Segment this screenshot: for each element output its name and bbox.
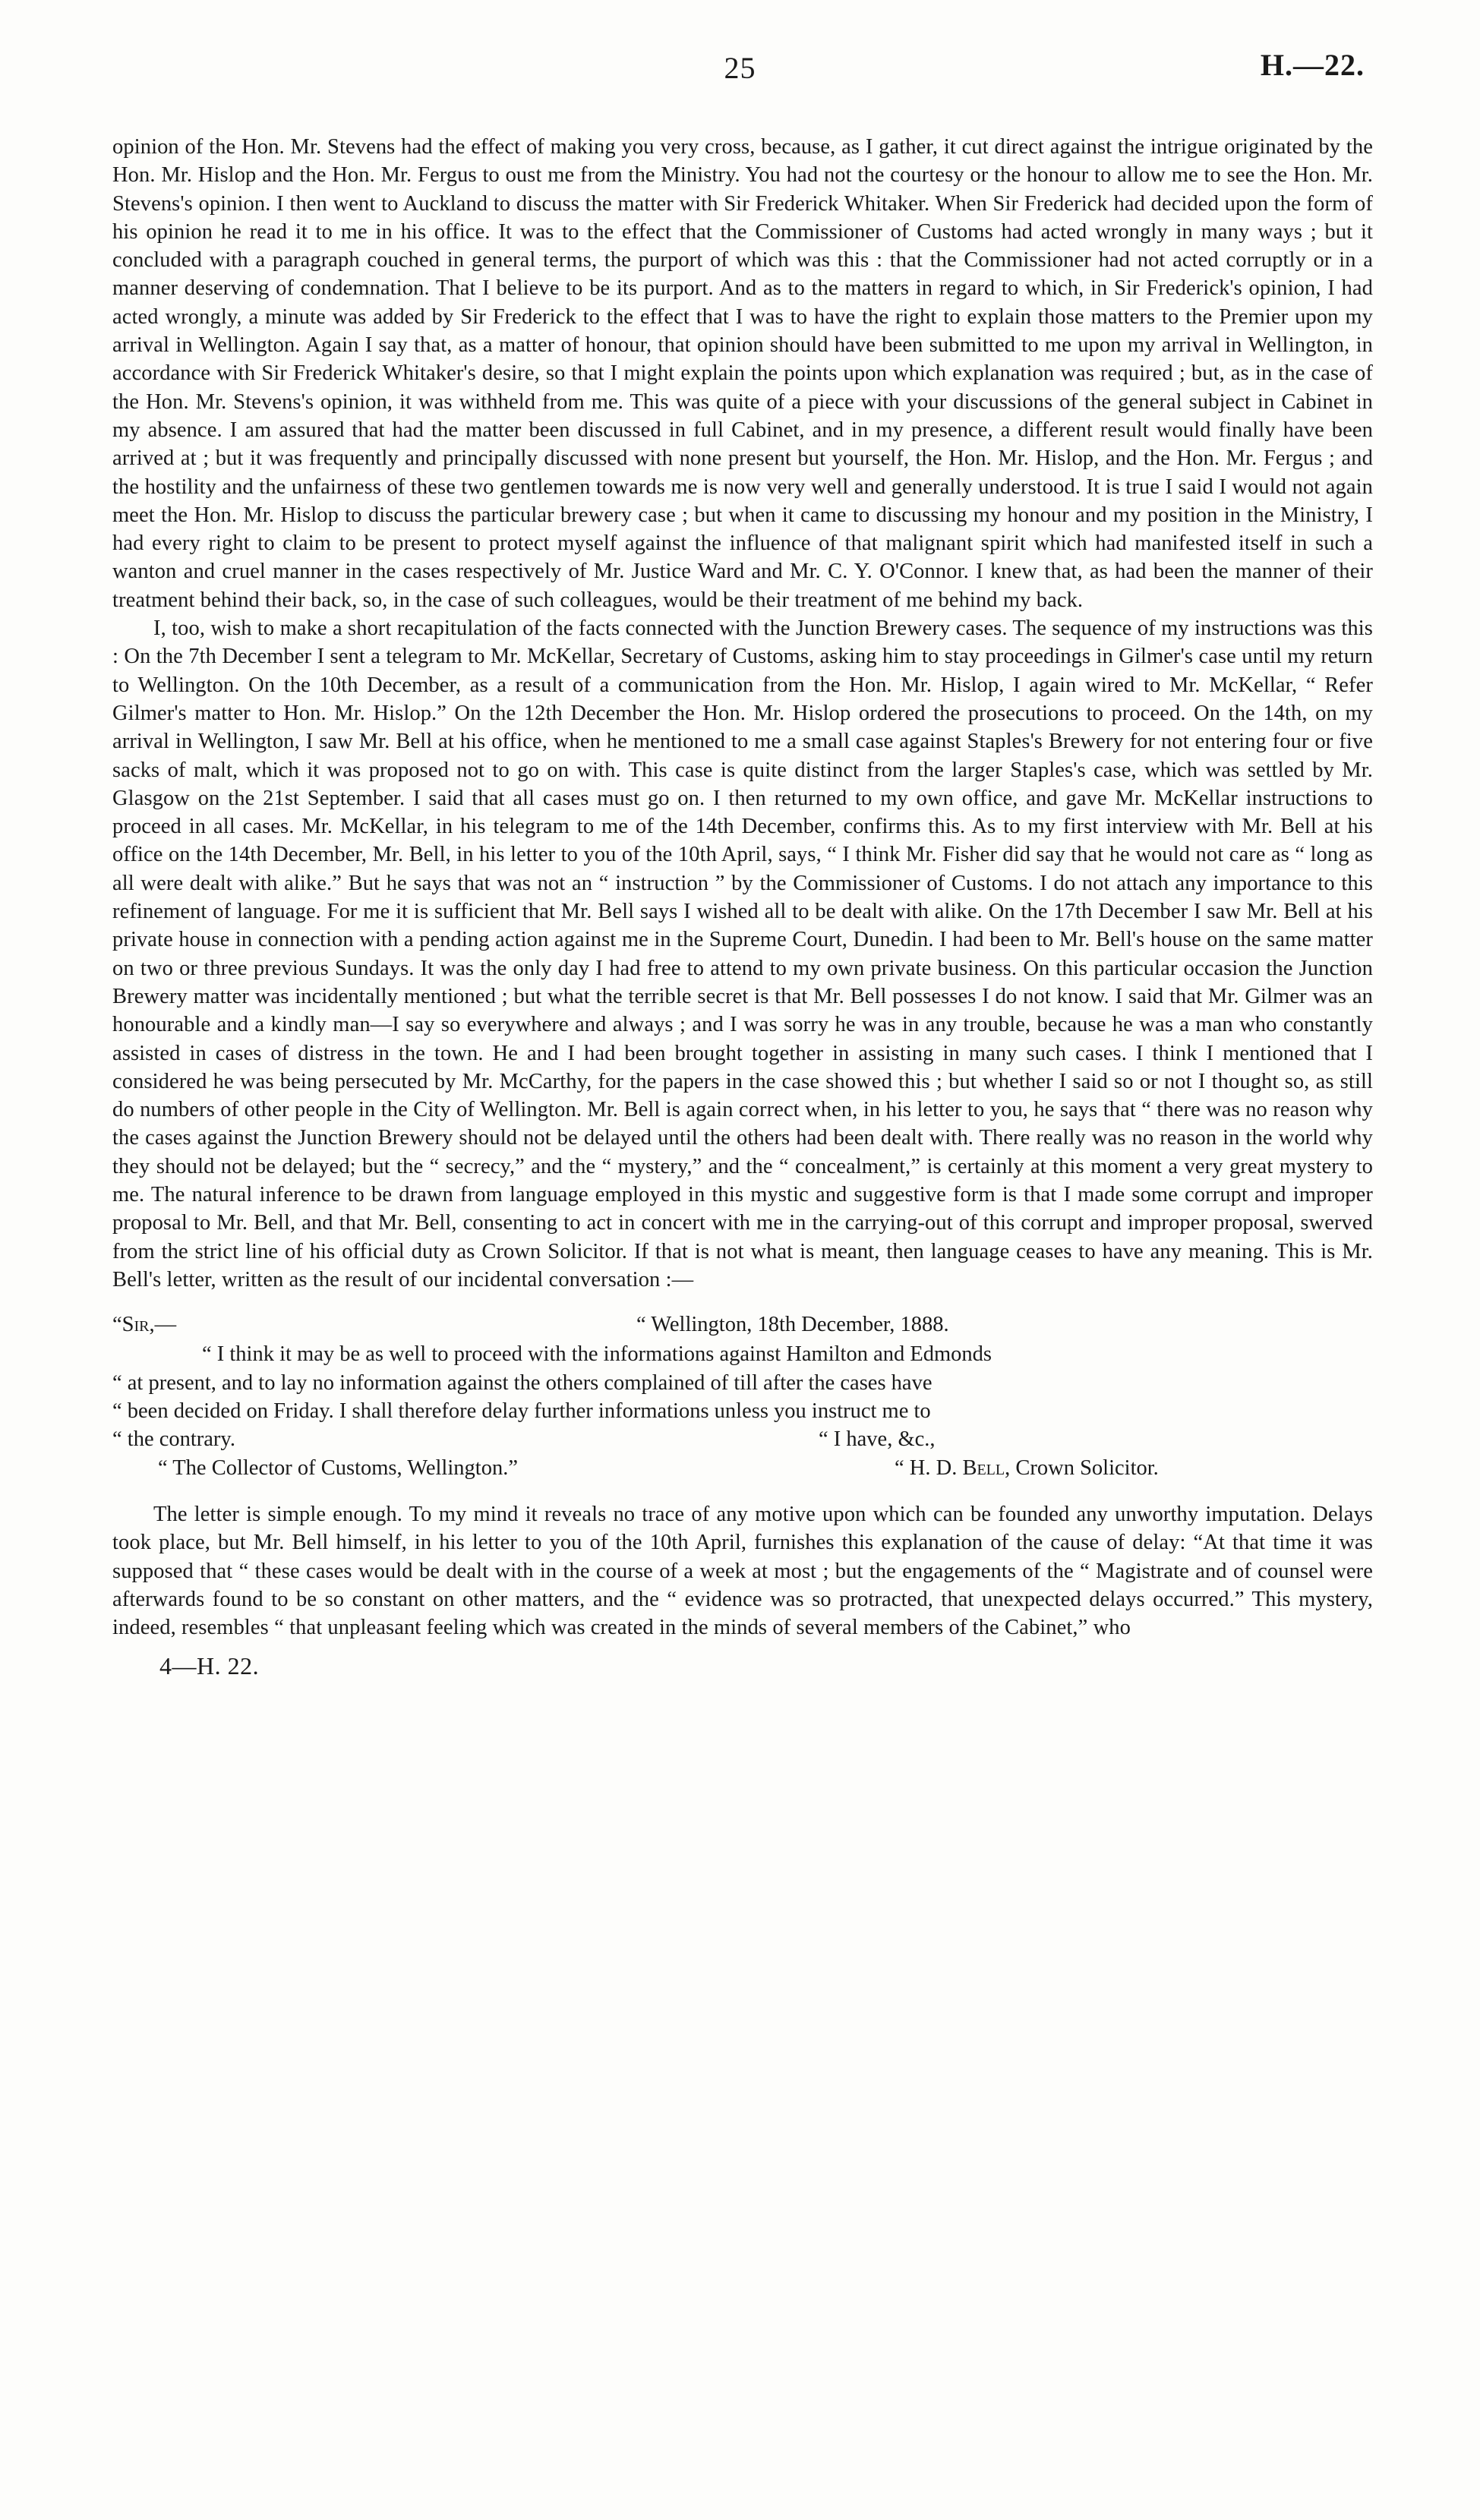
- letter-line: “ the contrary.: [112, 1427, 235, 1452]
- quoted-letter: [112, 1310, 1373, 1482]
- letter-salutation: Sir,—: [121, 1313, 177, 1337]
- paragraph-continuation: opinion of the Hon. Mr. Stevens had the effect of making you very cross, because, as I gather, it cut direct against the intrigue originated by the Hon. Mr. Hislop and the Hon. Mr. Fergus to oust me from the Ministry. You had not the courtesy or the honour to allow me to see the Hon. Mr. Stevens's opinion. I then went to Auckland to discuss the matter with Sir Frederick Whitaker. When Sir Frederick had decided upon the form of his opinion he read it to me in his office. It was to the effect that the Commissioner of Customs had acted wrongly in many ways ; but it concluded with a paragraph couched in general terms, the purport of which was this : that the Commissioner had not acted corruptly or in a manner deserving of condemnation. That I believe to be its purport. And as to the matters in regard to which, in Sir Frederick's opinion, I had acted wrongly, a minute was added by Sir Frederick to the effect that I was to have the right to explain those matters to the Premier upon my arrival in Wellington. Again I say that, as a matter of honour, that opinion should have been submitted to me upon my arrival in Wellington, in accordance with Sir Frederick Whitaker's desire, so that I might explain the points upon which explanation was required ; but, as in the case of the Hon. Mr. Stevens's opinion, it was withheld from me. This was quite of a piece with your discussions of the general subject in Cabinet in my absence. I am assured that had the matter been discussed in full Cabinet, and in my presence, a different result would finally have been arrived at ; but it was frequently and principally discussed with none present but yourself, the Hon. Mr. Hislop, and the Hon. Mr. Fergus ; and the hostility and the unfairness of these two gentlemen towards me is now very well and generally understood. It is true I said I would not again meet the Hon. Mr. Hislop to discuss the particular brewery case ; but when it came to discussing my honour and my position in the Ministry, I had every right to claim to be present to protect myself against the influence of that malignant spirit which had manifested itself in such a wanton and cruel manner in the cases respectively of Mr. Justice Ward and Mr. C. Y. O'Connor. I knew that, as had been the manner of their treatment behind their back, so, in the case of such colleagues, would be their treatment of me behind my back.: [112, 135, 1373, 612]
- letter-signature-prefix: “ H. D.: [895, 1456, 963, 1480]
- page-signature-mark: 4—H. 22.: [159, 1652, 260, 1680]
- paragraph-closing: The letter is simple enough. To my mind it reveals no trace of any motive upon which can be founded any unworthy imputation. Delays took place, but Mr. Bell himself, in his letter to you of the 10th April, furnishes this explanation of the cause of delay: “At that time it was supposed that “ these cases would be dealt with in the course of a week at most ; but the engagements of the “ Magistrate and of counsel were afterwards found to be so constant on other matters, and the “ evidence was so protracted, that unexpected delays occurred.” This mystery, indeed, resembles “ that unpleasant feeling which was created in the minds of several members of the Cabinet,” who: [112, 1502, 1373, 1640]
- page-number: 25: [724, 51, 756, 85]
- letter-signature: [895, 1454, 1159, 1482]
- page-header: [0, 0, 1480, 91]
- letter-line: “ been decided on Friday. I shall therefore delay further informations unless you instruct me to: [112, 1399, 931, 1424]
- letter-line: “ at present, and to lay no information against the others complained of till after the cases have: [112, 1370, 932, 1395]
- letter-line: “ I think it may be as well to proceed with the informations against Hamilton and Edmonds: [202, 1342, 992, 1367]
- letter-salutation-quote: “: [112, 1313, 122, 1337]
- letter-addressee: “ The Collector of Customs, Wellington.”: [158, 1456, 518, 1480]
- letter-signature-name: Bell: [962, 1456, 1005, 1480]
- letter-salutation-row: [112, 1310, 1373, 1339]
- document-reference: H.—22.: [1260, 48, 1365, 82]
- letter-body: [112, 1340, 1373, 1481]
- body-column: [112, 133, 1373, 1680]
- letter-addressee-row: [112, 1454, 1373, 1482]
- letter-signoff: “ I have, &c.,: [819, 1427, 936, 1452]
- letter-signature-suffix: , Crown Solicitor.: [1005, 1456, 1159, 1480]
- letter-place-date: “ Wellington, 18th December, 1888.: [636, 1313, 949, 1337]
- paragraph-recapitulation: I, too, wish to make a short recapitulation of the facts connected with the Junction Brewery cases. The sequence of my instructions was this : On the 7th December I sent a telegram to Mr. McKellar, Secretary of Customs, asking him to stay proceedings in Gilmer's case until my return to Wellington. On the 10th December, as a result of a communication from the Hon. Mr. Hislop, I again wired to Mr. McKellar, “ Refer Gilmer's matter to Hon. Mr. Hislop.” On the 12th December the Hon. Mr. Hislop ordered the prosecutions to proceed. On the 14th, on my arrival in Wellington, I saw Mr. Bell at his office, when he mentioned to me a small case against Staples's Brewery for not entering four or five sacks of malt, which it was proposed not to go on with. This case is quite distinct from the larger Staples's case, which was settled by Mr. Glasgow on the 21st September. I said that all cases must go on. I then returned to my own office, and gave Mr. McKellar instructions to proceed in all cases. Mr. McKellar, in his telegram to me of the 14th December, confirms this. As to my first interview with Mr. Bell at his office on the 14th December, Mr. Bell, in his letter to you of the 10th April, says, “ I think Mr. Fisher did say that he would not care as “ long as all were dealt with alike.” But he says that was not an “ instruction ” by the Commissioner of Customs. I do not attach any importance to this refinement of language. For me it is sufficient that Mr. Bell says I wished all to be dealt with alike. On the 17th December I saw Mr. Bell at his private house in connection with a pending action against me in the Supreme Court, Dunedin. I had been to Mr. Bell's house on the same matter on two or three previous Sundays. It was the only day I had free to attend to my own private business. On this particular occasion the Junction Brewery matter was incidentally mentioned ; but what the terrible secret is that Mr. Bell possesses I do not know. I said that Mr. Gilmer was an honourable and a kindly man—I say so everywhere and always ; and I was sorry he was in any trouble, because he was a man who constantly assisted in cases of distress in the town. He and I had been brought together in assisting in many such cases. I think I mentioned that I considered he was being persecuted by Mr. McCarthy, for the papers in the case showed this ; but whether I said so or not I thought so, as still do numbers of other people in the City of Wellington. Mr. Bell is again correct when, in his letter to you, he says that “ there was no reason why the cases against the Junction Brewery should not be delayed until the others had been dealt with. There really was no reason in the world why they should not be delayed; but the “ secrecy,” and the “ mystery,” and the “ concealment,” is certainly at this moment a very great mystery to me. The natural inference to be drawn from language employed in this mystic and suggestive form is that I made some corrupt and improper proposal to Mr. Bell, and that Mr. Bell, consenting to act in concert with me in the carrying-out of this corrupt and improper proposal, swerved from the strict line of his official duty as Crown Solicitor. If that is not what is meant, then language ceases to have any meaning. This is Mr. Bell's letter, written as the result of our incidental conversation :—: [112, 617, 1373, 1292]
- letter-signoff-row: [112, 1425, 1373, 1453]
